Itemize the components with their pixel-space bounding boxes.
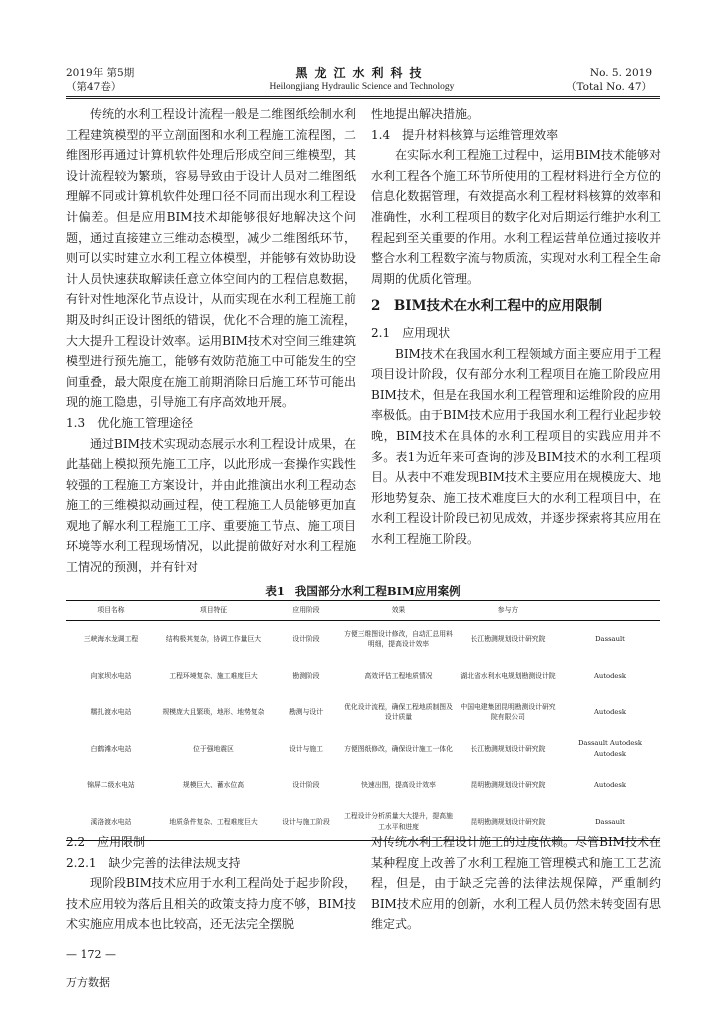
issue-line: 2019年 第5期 (66, 67, 135, 79)
bottom-right-column (371, 832, 661, 935)
right-column (371, 104, 661, 549)
table-cell: 溪洛渡水电站 (66, 804, 156, 841)
table-cell: Dassault (595, 635, 625, 643)
section-heading: 1.3 优化施工管理途径 (66, 415, 194, 430)
table-cell: 工程环境复杂、施工难度巨大 (169, 671, 258, 680)
table-cell: Autodesk (593, 781, 627, 789)
table-cell: Autodesk (593, 671, 627, 680)
paragraph: 在实际水利工程施工过程中，运用BIM技术能够对水利工程各个施工环节所使用的工程材料进行全方位的信息化数据管理，有效提高水利工程材料核算的效率和准确性，水利工程项目的数字化对后期运行维护水利工程起到至关重要的作用。水利工程运营单位通过接收并整合水利工程数字流与物质流，实现对水利工程全生命周期的优质化管理。 (371, 148, 661, 286)
table-cell: 勘测阶段 (292, 671, 320, 680)
total-number-line: （Total No. 47） (565, 81, 652, 93)
journal-title-zh: 黑龙江水利科技 (295, 66, 429, 80)
table-cell: 湖北省水利水电规划勘测设计院 (460, 671, 556, 680)
table-row (66, 658, 660, 695)
section-heading: 2.1 应用现状 (371, 325, 451, 340)
journal-number (566, 66, 652, 94)
table-cell: 规模庞大且繁琐，地形、地势复杂 (162, 708, 265, 716)
bottom-left-column (66, 832, 356, 935)
paragraph: 通过BIM技术实现动态展示水利工程设计成果，在此基础上模拟预先施工工序，以此形成一套操作实践性较强的工程施工方案设计，并由此推演出水利工程动态施工的三维模拟动画过程，使工程施工人员能够更加直观地了解水利工程施工工序、重要施工节点、施工项目环境等水利工程现场情况，以此提前做好对水利工程施工情况的预测，并有针对 (66, 436, 356, 575)
paragraph: 传统的水利工程设计流程一般是二维图纸绘制水利工程建筑模型的平立剖面图和水利工程施工流程图，二维图形再通过计算机软件处理后形成空间三维模型，其设计流程较为繁琐，容易导致由于设计人员对二维图纸理解不同或计算机软件处理口径不同而出现水利工程设计偏差。但是应用BIM技术却能够很好地解决这个问题，通过直接建立三维动态模型，减少二维图纸环节，则可以实时建立水利工程立体模型，并能够有效协助设计人员快速获取解读任意立体空间内的工程信息数据，有针对性地深化节点设计，从而实现在水利工程施工前期及时纠正设计图纸的错误，优化不合理的施工流程，大大提升工程设计效率。运用BIM技术对空间三维建筑模型进行预先施工，能够有效防范施工中可能发生的空间重叠，最大限度在施工前期消除日后施工环节可能出现的施工隐患，引导施工有序高效地开展。 (66, 107, 356, 410)
section-heading: 2.2 应用限制 (66, 835, 146, 849)
table-cell: 地质条件复杂、工程难度巨大 (156, 804, 271, 841)
section-heading: 1.4 提升材料核算与运维管理效率 (371, 127, 559, 142)
table-cell: 高效评估工程地质情况 (364, 671, 433, 680)
table-cell: 设计阶段 (292, 781, 320, 789)
table-caption (66, 583, 660, 599)
table-cell: 优化设计流程，确保工程地质制图及设计质量 (344, 702, 453, 722)
number-line: No. 5. 2019 (589, 67, 652, 79)
column-header (560, 601, 660, 621)
paragraph-continuation: 性地提出解决措施。 (371, 107, 480, 121)
table-cell: 白鹤滩水电站 (90, 744, 132, 753)
table-cell: Autodesk (593, 708, 627, 716)
table-cell: 三峡海水龙调工程 (83, 635, 139, 643)
table-cell: 糯扎渡水电站 (90, 708, 132, 716)
table-cell: Dassault (560, 804, 660, 841)
table-cell: 设计阶段 (292, 635, 320, 643)
subsection-heading: 2.2.1 缺少完善的法律法规支持 (66, 855, 241, 870)
table-cell: 中国电建集团昆明勘测设计研究院有限公司 (460, 702, 556, 722)
table-cell: 长江勘测规划设计研究院 (470, 635, 546, 643)
table-row (66, 767, 660, 804)
table-cell: 锦屏二级水电站 (87, 781, 135, 789)
column-header: 应用阶段 (271, 601, 341, 621)
journal-issue (66, 66, 134, 94)
table-row (66, 731, 660, 768)
left-column (66, 104, 356, 578)
table-cell: 规模巨大、蓄水位高 (182, 781, 245, 789)
table-row (66, 694, 660, 731)
journal-title-en: Heilongjiang Hydraulic Science and Technology (269, 82, 455, 92)
column-header: 项目特征 (156, 601, 271, 621)
header-rule-2 (66, 98, 660, 99)
chapter-heading: 2 BIM技术在水利工程中的应用限制 (371, 298, 603, 315)
table-cell: 快速出图，提高设计效率 (361, 781, 436, 789)
bim-case-table (66, 600, 660, 841)
table-label: 表1 (265, 584, 285, 598)
paragraph-continuation: 对传统水利工程设计施工的过度依赖。尽管BIM技术在某种程度上改善了水利工程施工管理模式和施工工艺流程，但是，由于缺乏完善的法律法规保障，严重制约BIM技术应用的创新，水利工程人员仍然未转变固有思维定式。 (371, 835, 661, 932)
table-cell: 昆明勘测规划设计研究院 (456, 804, 560, 841)
volume-line: （第47卷） (66, 81, 122, 93)
table-cell: Dassault Autodesk Autodesk (577, 739, 643, 758)
paragraph: BIM技术在我国水利工程领域方面主要应用于工程项目设计阶段，仅有部分水利工程项目在施工阶段应用BIM技术，但是在我国水利工程管理和运维阶段的应用率极低。由于BIM技术应用于我国水利工程行业起步较晚，BIM技术在具体的水利工程项目的实践应用并不多。表1为近年来可查询的涉及BIM技术的水利工程项目。从表中不难发现BIM技术主要应用在规模庞大、地形地势复杂、施工技术难度巨大的水利工程项目中，在水利工程设计阶段已初见成效，并逐步探索将其应用在水利工程施工阶段。 (371, 346, 661, 546)
table-cell: 方便三维图设计修改，自动汇总用料明细，提高设计效率 (344, 629, 453, 649)
table-cell: 位于强地震区 (193, 744, 234, 753)
table-cell: 工程设计分析质量大大提升，提高施工水平和进度 (341, 804, 456, 841)
column-header: 参与方 (456, 601, 560, 621)
table-cell: 结构极其复杂，协调工作量巨大 (165, 635, 262, 643)
table-row (66, 621, 660, 658)
journal-title (230, 66, 494, 94)
table-cell: 向家坝水电站 (90, 671, 132, 680)
page-number: — 172 — (66, 948, 116, 961)
table-cell: 勘测与设计 (289, 708, 323, 716)
table-header-row (66, 601, 660, 621)
table-cell: 设计与施工 (289, 744, 323, 753)
paragraph: 现阶段BIM技术应用于水利工程尚处于起步阶段，技术应用较为落后且相关的政策支持力度不够，BIM技术实施应用成本也比较高，还无法完全摆脱 (66, 876, 356, 932)
column-header: 效果 (341, 601, 456, 621)
column-header: 项目名称 (66, 601, 156, 621)
header-rule (66, 96, 660, 97)
footer-watermark: 万方数据 (66, 976, 110, 989)
table-title: 我国部分水利工程BIM应用案例 (294, 584, 461, 598)
table-cell: 长江勘测规划设计研究院 (470, 744, 546, 753)
table-cell: 方便图纸修改，确保设计施工一体化 (344, 744, 453, 753)
table-cell: 设计与施工阶段 (271, 804, 341, 841)
table-cell: 昆明勘测规划设计研究院 (470, 781, 546, 789)
